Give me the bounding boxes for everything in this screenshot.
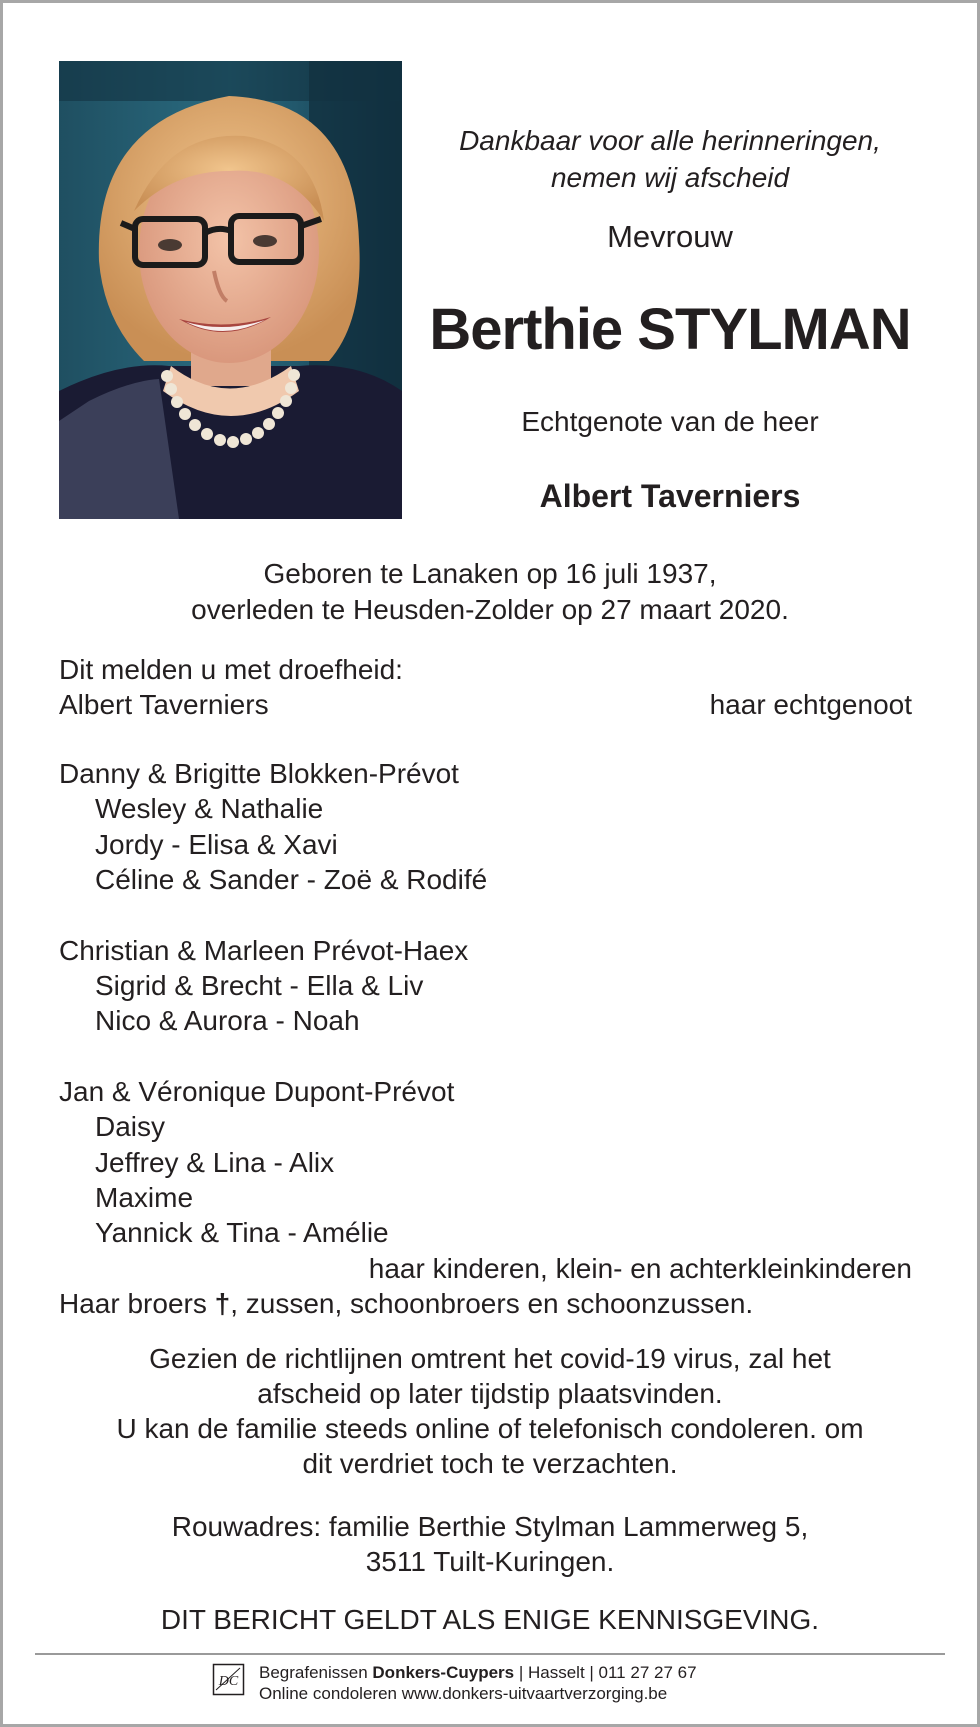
- footer-online-line: Online condoleren www.donkers-uitvaartverzorging.be: [259, 1684, 668, 1703]
- honorific: Mevrouw: [607, 219, 733, 254]
- covid-notice-line: afscheid op later tijdstip plaatsvinden.: [257, 1378, 723, 1409]
- family-head: Christian & Marleen Prévot-Haex: [59, 935, 469, 966]
- intro-text: [420, 122, 920, 196]
- family-head: Danny & Brigitte Blokken-Prévot: [59, 758, 459, 789]
- covid-notice-line: dit verdriet toch te verzachten.: [302, 1448, 678, 1479]
- address-line: 3511 Tuilt-Kuringen.: [365, 1546, 615, 1577]
- family-member: Yannick & Tina - Amélie: [95, 1217, 389, 1248]
- family-member: Wesley & Nathalie: [95, 793, 324, 824]
- siblings-text-after: , zussen, schoonbroers en schoonzussen.: [230, 1288, 754, 1319]
- covid-notice-line: Gezien de richtlijnen omtrent het covid-19 virus, zal het: [149, 1343, 831, 1374]
- intro-line: Dankbaar voor alle herinneringen,: [459, 125, 881, 156]
- family-head: Jan & Véronique Dupont-Prévot: [59, 1076, 455, 1107]
- mourning-address: [0, 1509, 980, 1579]
- cross-symbol: †: [214, 1288, 231, 1319]
- notice-line: DIT BERICHT GELDT ALS ENIGE KENNISGEVING.: [160, 1604, 820, 1635]
- footer-company: Donkers-Cuypers: [372, 1663, 515, 1682]
- born-line: Geboren te Lanaken op 16 juli 1937,: [263, 558, 717, 589]
- died-line: overleden te Heusden-Zolder op 27 maart 2020.: [191, 594, 789, 625]
- spouse-name: Albert Taverniers: [539, 478, 801, 514]
- family-member: Daisy: [95, 1111, 166, 1142]
- announce-heading: Dit melden u met droefheid:: [59, 654, 403, 685]
- covid-notice: [0, 1341, 980, 1481]
- deceased-name: Berthie STYLMAN: [429, 297, 911, 362]
- family-member: Céline & Sander - Zoë & Rodifé: [95, 864, 488, 895]
- siblings-text-before: Haar broers: [59, 1288, 215, 1319]
- footer-contact: | Hasselt | 011 27 27 67: [514, 1663, 697, 1682]
- birth-death-dates: [0, 556, 980, 628]
- spouse-entry-relation: haar echtgenoot: [709, 689, 912, 720]
- footer-prefix: Begrafenissen: [259, 1663, 373, 1682]
- family-member: Nico & Aurora - Noah: [95, 1005, 360, 1036]
- family-member: Jordy - Elisa & Xavi: [95, 829, 338, 860]
- spouse-label: Echtgenote van de heer: [521, 406, 819, 437]
- spouse-entry-name: Albert Taverniers: [59, 689, 269, 720]
- siblings-line: [59, 1286, 753, 1321]
- logo-letters: DC: [218, 1674, 239, 1689]
- family-member: Maxime: [95, 1182, 194, 1213]
- footer-line-1: [259, 1662, 697, 1683]
- family-member: Jeffrey & Lina - Alix: [95, 1147, 335, 1178]
- footer-divider: [35, 1653, 945, 1655]
- children-relation: haar kinderen, klein- en achterkleinkinderen: [368, 1253, 912, 1284]
- covid-notice-line: U kan de familie steeds online of telefonisch condoleren. om: [116, 1413, 864, 1444]
- family-member: Sigrid & Brecht - Ella & Liv: [95, 970, 424, 1001]
- address-line: Rouwadres: familie Berthie Stylman Lammerweg 5,: [171, 1511, 809, 1542]
- portrait-photo: [59, 61, 402, 519]
- intro-line: nemen wij afscheid: [550, 162, 790, 193]
- funeral-home-logo: [212, 1663, 245, 1696]
